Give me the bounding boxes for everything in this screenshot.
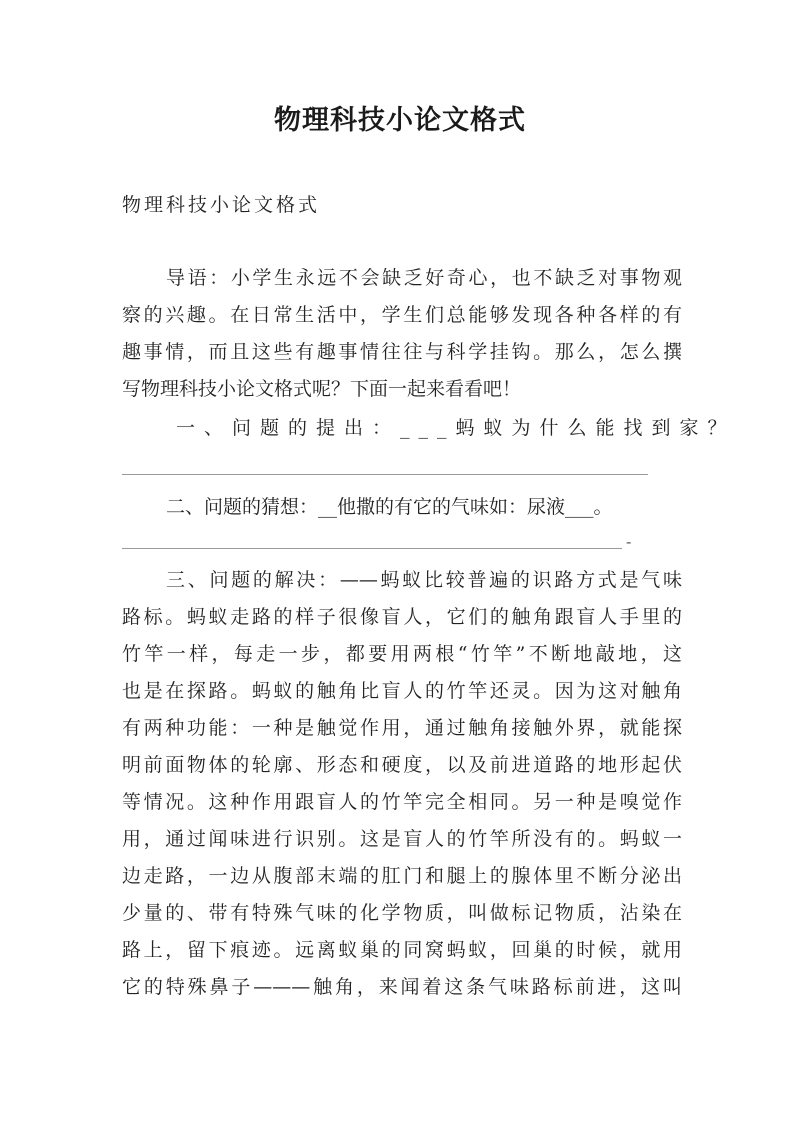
- section-3-line: 它的特殊鼻子———触角，来闻着这条气味路标前进，这叫: [122, 976, 682, 998]
- section-1: [122, 410, 736, 447]
- section-2: [122, 489, 682, 526]
- intro-line: 趣事情，而且这些有趣事情往往与科学挂钩。那么，怎么撰: [122, 341, 682, 363]
- section-3-line: 用，通过闻味进行识别。这是盲人的竹竿所没有的。蚂蚁一: [122, 828, 682, 850]
- intro-line: 导语：小学生永远不会缺乏好奇心，也不缺乏对事物观: [166, 267, 682, 289]
- section-3-line: 也是在探路。蚂蚁的触角比盲人的竹竿还灵。因为这对触角: [122, 680, 682, 702]
- blank-rule: [122, 548, 622, 549]
- section-2-text: 二、问题的猜想：__他撒的有它的气味如：尿液___。: [166, 496, 613, 518]
- section-3-line: 明前面物体的轮廓、形态和硬度，以及前进道路的地形起伏: [122, 754, 682, 776]
- section-3-line: 路上，留下痕迹。远离蚁巢的同窝蚂蚁，回巢的时候，就用: [122, 939, 682, 961]
- intro-line: 写物理科技小论文格式呢？下面一起来看看吧！: [122, 378, 522, 400]
- section-3: [122, 562, 682, 1006]
- section-3-line: 竹竿一样，每走一步，都要用两根“竹竿”不断地敲地，这: [122, 643, 682, 665]
- intro-line: 察的兴趣。在日常生活中，学生们总能够发现各种各样的有: [122, 304, 682, 326]
- document-title: 物理科技小论文格式: [274, 105, 526, 136]
- document-subtitle: 物理科技小论文格式: [122, 194, 321, 216]
- section-1-text: 一、问题的提出：___蚂蚁为什么能找到家？: [176, 417, 736, 439]
- section-3-line: 路标。蚂蚁走路的样子很像盲人，它们的触角跟盲人手里的: [122, 606, 682, 628]
- section-3-line: 少量的、带有特殊气味的化学物质，叫做标记物质，沾染在: [122, 902, 682, 924]
- section-3-line: 边走路，一边从腹部末端的肛门和腿上的腺体里不断分泌出: [122, 865, 682, 887]
- intro-paragraph: [122, 260, 682, 408]
- blank-rule: [122, 474, 648, 475]
- section-3-line: 等情况。这种作用跟盲人的竹竿完全相同。另一种是嗅觉作: [122, 791, 682, 813]
- trailing-dash: -: [626, 532, 632, 551]
- section-3-line: 三、问题的解决：——蚂蚁比较普遍的识路方式是气味: [166, 569, 682, 591]
- section-3-line: 有两种功能：一种是触觉作用，通过触角接触外界，就能探: [122, 717, 682, 739]
